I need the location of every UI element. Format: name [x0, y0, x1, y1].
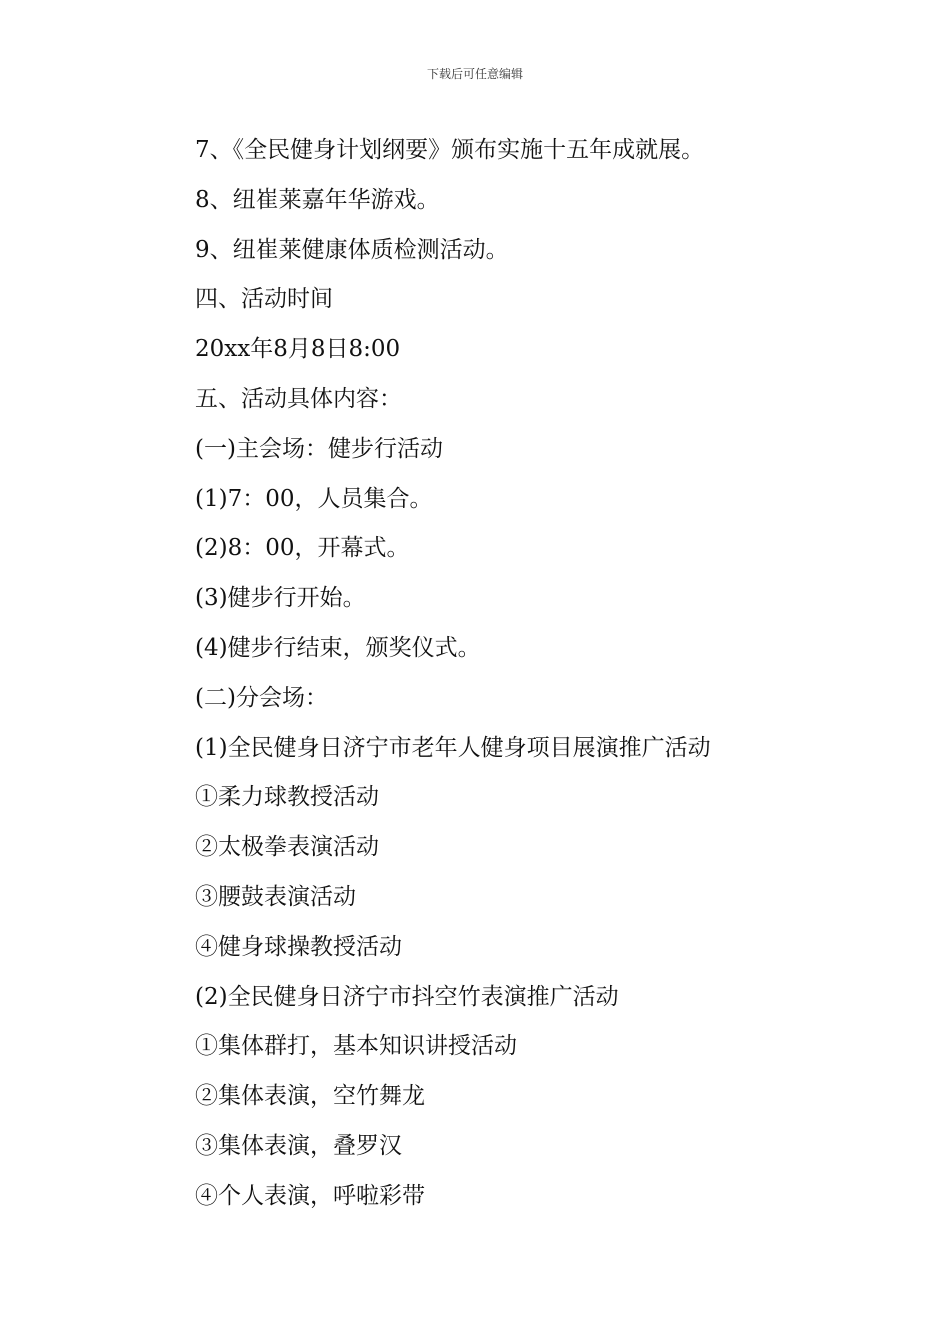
list-item: ②太极拳表演活动	[195, 834, 379, 861]
list-item: ③腰鼓表演活动	[195, 883, 356, 910]
list-item: (1)全民健身日济宁市老年人健身项目展演推广活动	[195, 734, 711, 761]
list-item: (1)7：00，人员集合。	[195, 485, 433, 512]
list-item: (2)全民健身日济宁市抖空竹表演推广活动	[195, 983, 619, 1010]
document-body	[195, 126, 895, 1222]
subsection-main-venue: (一)主会场：健步行活动	[195, 435, 443, 462]
section-heading-content: 五、活动具体内容：	[195, 385, 402, 412]
list-item: ④健身球操教授活动	[195, 933, 402, 960]
text-line-date: 20xx年8月8日8:00	[195, 336, 401, 363]
subsection-sub-venue: (二)分会场：	[195, 684, 328, 711]
list-item: ③集体表演，叠罗汉	[195, 1132, 402, 1159]
page-header: 下载后可任意编辑	[426, 67, 523, 81]
text-line-9-health-check: 9、纽崔莱健康体质检测活动。	[195, 236, 509, 263]
list-item: ①集体群打，基本知识讲授活动	[195, 1033, 517, 1060]
list-item: (4)健步行结束，颁奖仪式。	[195, 634, 481, 661]
list-item: ④个人表演，呼啦彩带	[195, 1182, 425, 1209]
list-item: ①柔力球教授活动	[195, 784, 379, 811]
text-line-7-exhibition: 7、《全民健身计划纲要》颁布实施十五年成就展。	[195, 137, 705, 163]
list-item: (2)8：00，开幕式。	[195, 535, 410, 562]
section-heading-time: 四、活动时间	[195, 286, 333, 313]
list-item: ②集体表演，空竹舞龙	[195, 1083, 425, 1110]
text-line-8-carnival: 8、纽崔莱嘉年华游戏。	[195, 186, 440, 213]
list-item: (3)健步行开始。	[195, 585, 366, 612]
